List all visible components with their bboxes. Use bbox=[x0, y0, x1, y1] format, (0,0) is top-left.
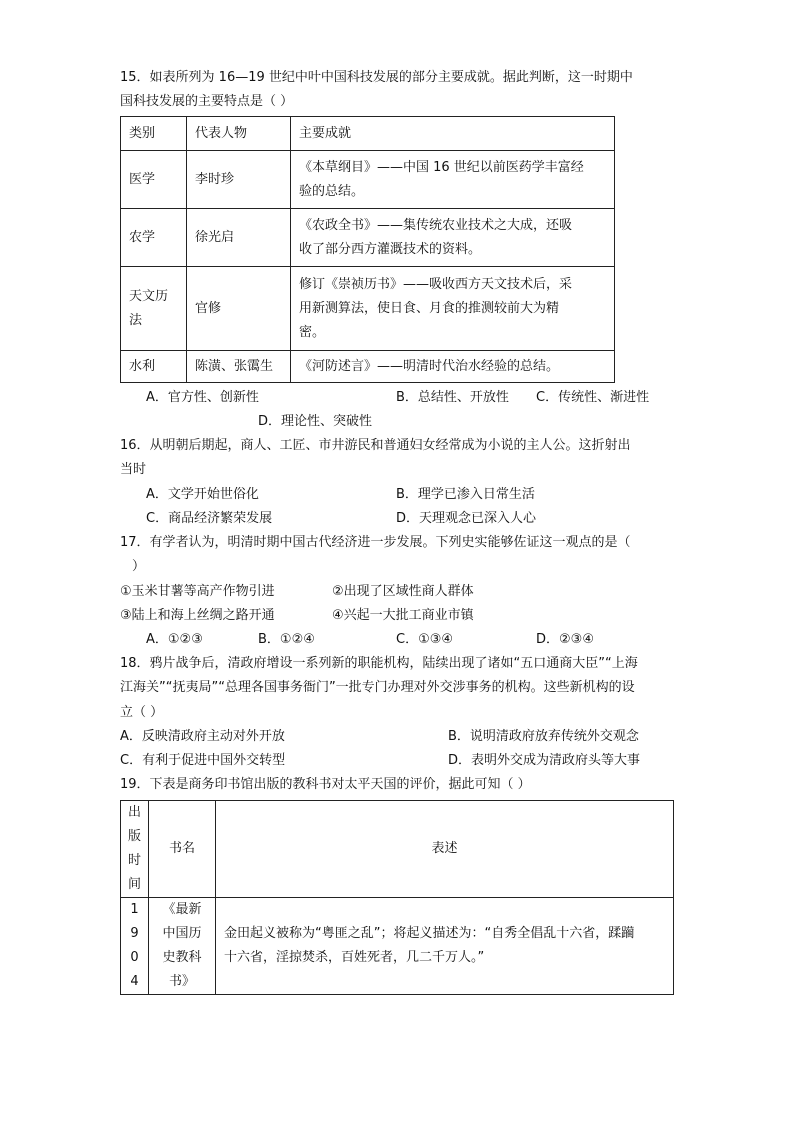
table-row bbox=[121, 151, 615, 209]
q15-table bbox=[120, 116, 615, 383]
q16-option-d[interactable]: D．天理观念已深入人心 bbox=[396, 511, 537, 526]
q17-option-d[interactable]: D．②③④ bbox=[536, 632, 594, 647]
category-line: 法 bbox=[129, 312, 143, 328]
row-person: 李时珍 bbox=[187, 151, 291, 209]
achievement-line: 修订《崇祯历书》——吸收西方天文技术后，采 bbox=[299, 276, 573, 292]
q17-item-1: ①玉米甘薯等高产作物引进 bbox=[120, 584, 275, 599]
book-title-line: 中国历 bbox=[162, 926, 202, 941]
q15-stem-line1: 15．如表所列为 16—19 世纪中叶中国科技发展的部分主要成就。据此判断，这一时期中 bbox=[120, 70, 633, 85]
q17-item-4: ④兴起一大批工商业市镇 bbox=[332, 608, 474, 623]
header-category: 类别 bbox=[121, 117, 187, 151]
q17-stem-line2: ） bbox=[132, 559, 146, 574]
year-digit: 9 bbox=[130, 926, 139, 941]
table-header-row bbox=[121, 801, 674, 898]
q16-stem-line1: 16．从明朝后期起，商人、工匠、市井游民和普通妇女经常成为小说的主人公。这折射出 bbox=[120, 438, 631, 453]
q18-option-d[interactable]: D．表明外交成为清政府头等大事 bbox=[448, 753, 641, 768]
book-title-line: 《最新 bbox=[162, 902, 202, 917]
achievement-line: 收了部分西方灌溉技术的资料。 bbox=[299, 241, 482, 257]
q15-option-a[interactable]: A．官方性、创新性 bbox=[146, 390, 259, 405]
row-achievement bbox=[291, 151, 615, 209]
row-person: 官修 bbox=[187, 267, 291, 351]
row-category: 农学 bbox=[121, 209, 187, 267]
q18-stem-line3: 立（ ） bbox=[120, 705, 164, 720]
header-publish-time bbox=[121, 801, 149, 898]
q17-item-3: ③陆上和海上丝绸之路开通 bbox=[120, 608, 275, 623]
q19-stem: 19．下表是商务印书馆出版的教科书对太平天国的评价，据此可知（ ） bbox=[120, 777, 531, 792]
header-time-char: 时 bbox=[127, 853, 141, 868]
q17-option-a[interactable]: A．①②③ bbox=[146, 632, 203, 647]
book-title-line: 史教科 bbox=[162, 950, 202, 965]
q15-option-d[interactable]: D．理论性、突破性 bbox=[258, 414, 373, 429]
description-line: 十六省，淫掠焚杀，百姓死者，几二千万人。” bbox=[224, 950, 485, 965]
header-book-title: 书名 bbox=[149, 801, 216, 898]
row-year bbox=[121, 898, 149, 995]
table-row bbox=[121, 351, 615, 383]
q16-stem-line2: 当时 bbox=[120, 462, 147, 477]
row-book-title bbox=[149, 898, 216, 995]
q17-item-2: ②出现了区域性商人群体 bbox=[332, 584, 474, 599]
header-achievement: 主要成就 bbox=[291, 117, 615, 151]
achievement-line: 密。 bbox=[299, 324, 326, 340]
header-time-char: 间 bbox=[127, 877, 141, 892]
table-row bbox=[121, 267, 615, 351]
q15-option-c[interactable]: C．传统性、渐进性 bbox=[536, 390, 650, 405]
year-digit: 4 bbox=[130, 974, 139, 989]
achievement-line: 验的总结。 bbox=[299, 183, 365, 199]
header-time-char: 版 bbox=[127, 829, 141, 844]
row-achievement: 《河防述言》——明清时代治水经验的总结。 bbox=[291, 351, 615, 383]
description-line: 金田起义被称为“粤匪之乱”；将起义描述为：“自秀全倡乱十六省，蹂躏 bbox=[224, 926, 635, 941]
row-category: 医学 bbox=[121, 151, 187, 209]
year-digit: 1 bbox=[130, 902, 139, 917]
q18-stem-line2: 江海关”“抚夷局”“总理各国事务衙门”一批专门办理对外交涉事务的机构。这些新机构的设 bbox=[120, 680, 635, 695]
q15-option-b[interactable]: B．总结性、开放性 bbox=[396, 390, 509, 405]
row-person: 陈潢、张霭生 bbox=[187, 351, 291, 383]
category-line: 天文历 bbox=[129, 288, 169, 304]
header-time-char: 出 bbox=[127, 805, 141, 820]
q18-option-a[interactable]: A．反映清政府主动对外开放 bbox=[120, 729, 285, 744]
q16-option-a[interactable]: A．文学开始世俗化 bbox=[146, 487, 259, 502]
achievement-line: 《本草纲目》——中国 16 世纪以前医药学丰富经 bbox=[299, 159, 584, 175]
row-description bbox=[216, 898, 674, 995]
q17-option-b[interactable]: B．①②④ bbox=[258, 632, 315, 647]
q17-stem-line1: 17．有学者认为，明清时期中国古代经济进一步发展。下列史实能够佐证这一观点的是（ bbox=[120, 535, 631, 550]
row-achievement bbox=[291, 267, 615, 351]
q16-option-b[interactable]: B．理学已渗入日常生活 bbox=[396, 487, 535, 502]
q18-option-c[interactable]: C．有利于促进中国外交转型 bbox=[120, 753, 286, 768]
row-person: 徐光启 bbox=[187, 209, 291, 267]
table-row bbox=[121, 209, 615, 267]
table-row bbox=[121, 898, 674, 995]
book-title-line: 书》 bbox=[168, 974, 195, 989]
q16-option-c[interactable]: C．商品经济繁荣发展 bbox=[146, 511, 273, 526]
q15-stem-line2: 国科技发展的主要特点是（ ） bbox=[120, 94, 294, 109]
year-digit: 0 bbox=[130, 950, 139, 965]
q19-table bbox=[120, 800, 674, 995]
header-person: 代表人物 bbox=[187, 117, 291, 151]
q18-stem-line1: 18．鸦片战争后，清政府增设一系列新的职能机构，陆续出现了诸如“五口通商大臣”“上海 bbox=[120, 656, 638, 671]
q17-option-c[interactable]: C．①③④ bbox=[396, 632, 454, 647]
row-category bbox=[121, 267, 187, 351]
achievement-line: 《农政全书》——集传统农业技术之大成，还吸 bbox=[299, 217, 573, 233]
table-header-row bbox=[121, 117, 615, 151]
achievement-line: 用新测算法，使日食、月食的推测较前大为精 bbox=[299, 300, 560, 316]
row-achievement bbox=[291, 209, 615, 267]
header-description: 表述 bbox=[216, 801, 674, 898]
q18-option-b[interactable]: B．说明清政府放弃传统外交观念 bbox=[448, 729, 639, 744]
row-category: 水利 bbox=[121, 351, 187, 383]
